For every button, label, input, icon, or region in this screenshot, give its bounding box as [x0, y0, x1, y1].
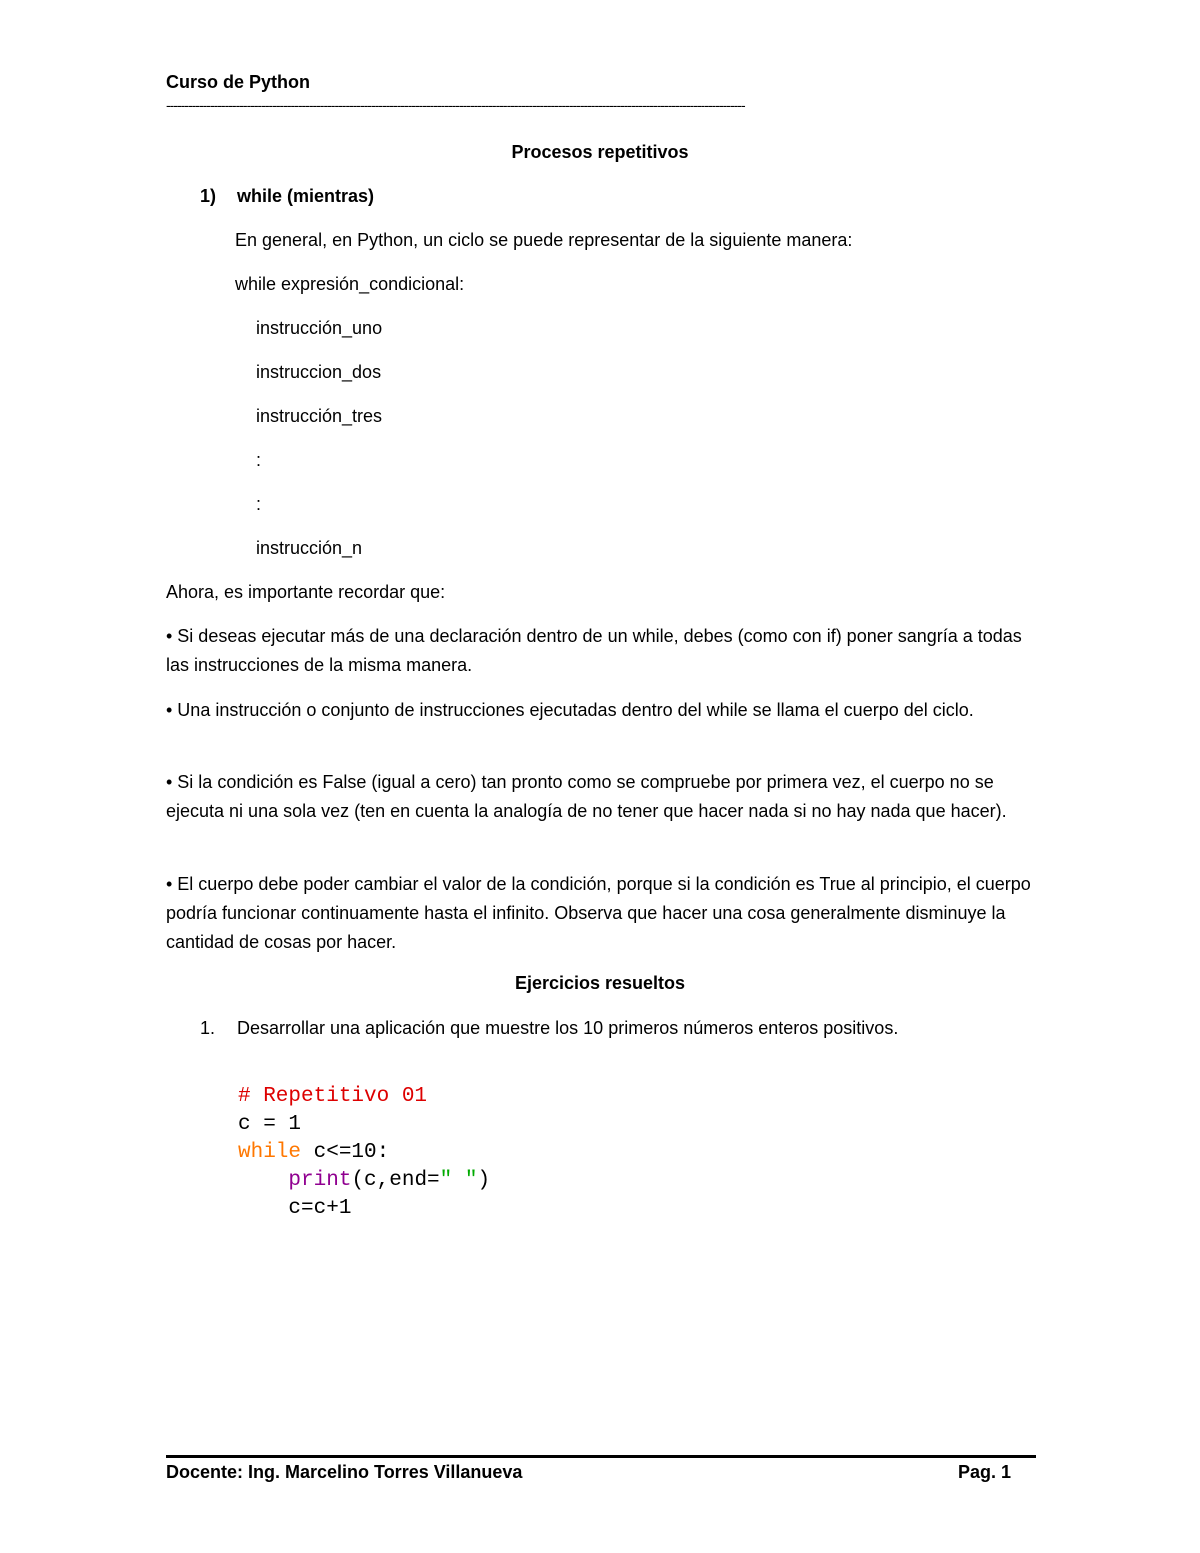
header-title: Curso de Python [166, 72, 311, 92]
exercise-text: Desarrollar una aplicación que muestre los 10 primeros números enteros positivos. [237, 1018, 899, 1038]
remember-text: Ahora, es importante recordar que: [166, 582, 446, 602]
syntax-line: instruccion_dos [256, 362, 382, 382]
code-indent [238, 1169, 288, 1192]
footer-rule [166, 1455, 1036, 1458]
intro-text: En general, en Python, un ciclo se puede representar de la siguiente manera: [235, 230, 853, 250]
code-line: c = 1 [238, 1113, 302, 1136]
footer-page: Pag. 1 [958, 1462, 1012, 1482]
syntax-line: instrucción_uno [256, 318, 383, 338]
exercises-title: Ejercicios resueltos [514, 973, 686, 993]
syntax-line: instrucción_tres [256, 406, 383, 426]
code-args: (c,end= [351, 1169, 440, 1192]
code-builtin: print [288, 1169, 352, 1192]
code-comment: # Repetitivo 01 [238, 1085, 428, 1108]
code-condition: c<=10: [301, 1141, 390, 1164]
exercise-number: 1. [200, 1018, 216, 1038]
footer-teacher: Docente: Ing. Marcelino Torres Villanueva [166, 1462, 523, 1482]
syntax-line: instrucción_n [256, 538, 363, 558]
code-line: c=c+1 [238, 1197, 352, 1220]
code-string: " " [439, 1169, 478, 1192]
code-block [238, 1083, 490, 1223]
syntax-line: : [256, 450, 262, 470]
bullet-item: • Una instrucción o conjunto de instrucciones ejecutadas dentro del while se llama el cuerpo del ciclo. [166, 700, 974, 720]
bullet-item: • Si deseas ejecutar más de una declaración dentro de un while, debes (como con if) poner sangría a todas las instrucciones de la misma manera. [166, 626, 1022, 675]
syntax-line: : [256, 494, 262, 514]
header-rule: -------------------------------------------------------------------------------------------------------------------------------------------------------------- [166, 97, 745, 113]
item-title: while (mientras) [237, 186, 375, 206]
code-args-close: ) [477, 1169, 491, 1192]
section-title: Procesos repetitivos [511, 142, 689, 162]
bullet-item: • El cuerpo debe poder cambiar el valor de la condición, porque si la condición es True al principio, el cuerpo podría funcionar continuamente hasta el infinito. Observa que hacer una cosa generalmente disminuye la cantidad de cosas por hacer. [166, 874, 1031, 952]
item-number: 1) [200, 186, 217, 206]
code-keyword: while [238, 1141, 302, 1164]
syntax-line: while expresión_condicional: [235, 274, 465, 294]
bullet-item: • Si la condición es False (igual a cero) tan pronto como se compruebe por primera vez, el cuerpo no se ejecuta ni una sola vez (ten en cuenta la analogía de no tener que hacer nada si no hay nada que hacer). [166, 772, 1007, 821]
